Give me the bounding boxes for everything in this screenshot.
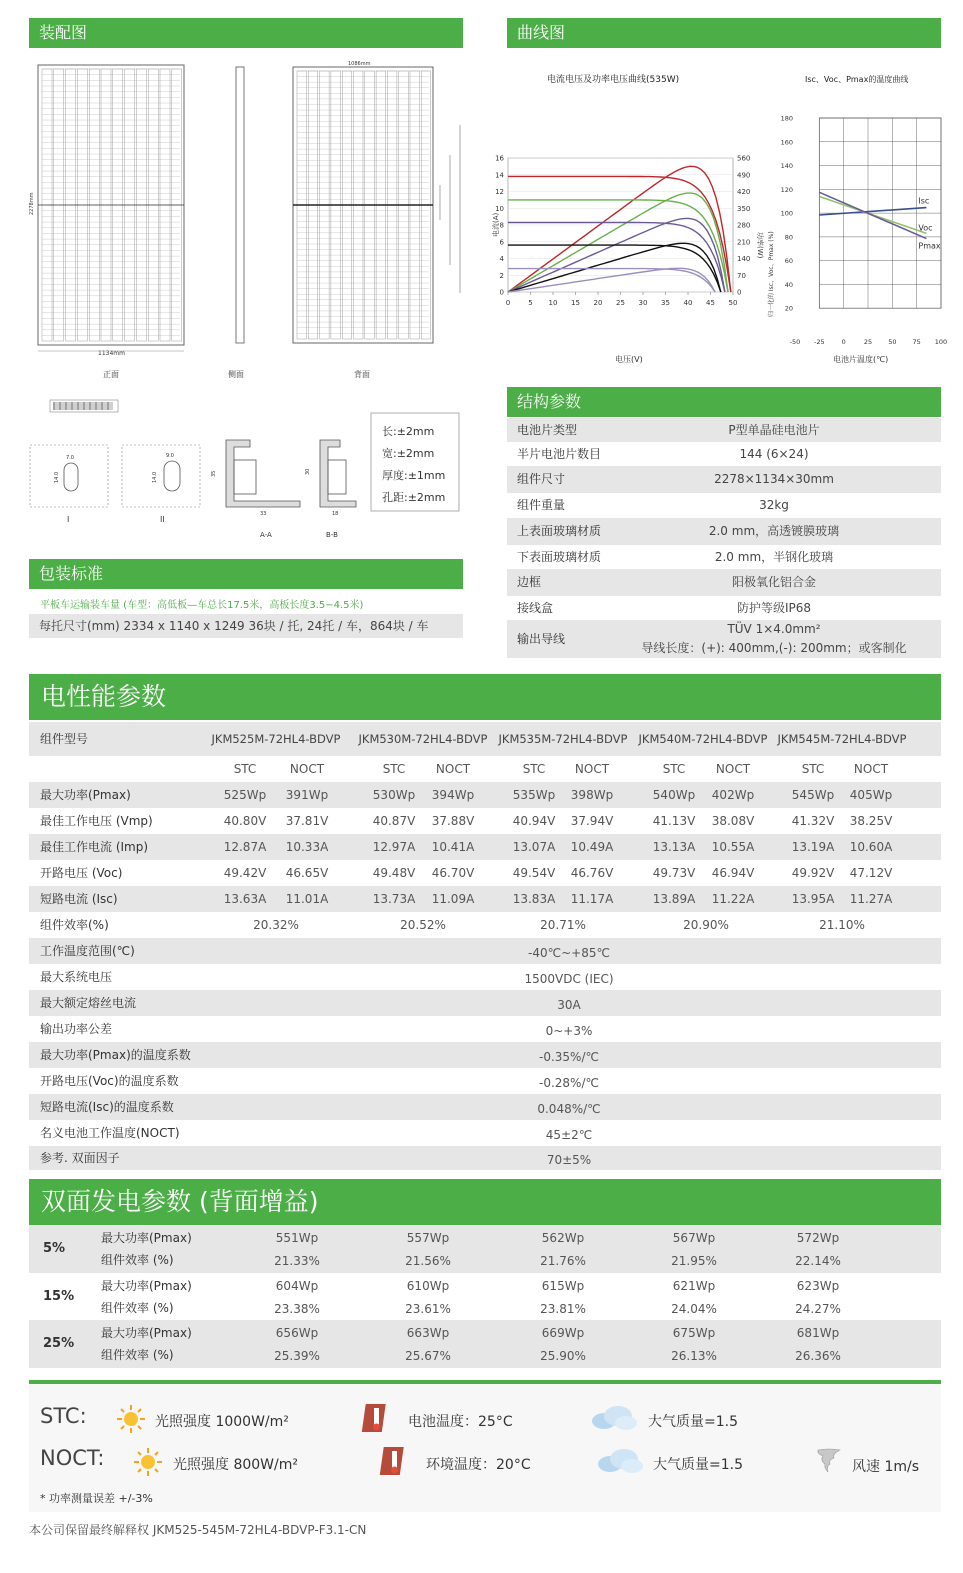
electrical-value: 13.19A xyxy=(791,840,835,854)
svg-text:14.0: 14.0 xyxy=(54,471,60,483)
svg-text:18: 18 xyxy=(332,511,339,517)
electrical-value: 49.73V xyxy=(652,866,696,880)
electrical-value: 49.42V xyxy=(223,866,267,880)
common-key: 最大功率(Pmax)的温度系数 xyxy=(40,1048,191,1062)
structure-key: 输出导线 xyxy=(517,632,566,646)
bifacial-pmax-value: 623Wp xyxy=(796,1278,840,1293)
iv-curve-5 xyxy=(508,269,715,292)
common-row xyxy=(29,1042,941,1068)
structure-key: 边框 xyxy=(517,575,542,589)
temp-ylabel: 归一化的 Isc、Voc、Pmax (%) xyxy=(768,231,775,317)
electrical-row xyxy=(29,886,941,912)
bifacial-pmax-value: 621Wp xyxy=(672,1278,716,1293)
temp-y-tick: 20 xyxy=(784,304,793,313)
electrical-key: 最佳工作电压 (Vmp) xyxy=(40,814,153,828)
condition-label: NOCT xyxy=(715,762,751,776)
electrical-value: 11.01A xyxy=(285,892,329,906)
condition-label: STC xyxy=(662,762,686,776)
structure-row xyxy=(507,518,941,545)
structure-value: 144 (6×24) xyxy=(739,447,809,461)
temp-series-label: Voc xyxy=(918,223,933,233)
condition-label: NOCT xyxy=(435,762,471,776)
electrical-value: 10.33A xyxy=(285,840,329,854)
structure-row xyxy=(507,493,941,518)
electrical-value: 49.92V xyxy=(791,866,835,880)
structure-row xyxy=(507,620,941,658)
electrical-value: 525Wp xyxy=(223,788,267,802)
sun-icon xyxy=(133,1447,163,1477)
noct-label: NOCT: xyxy=(40,1446,105,1470)
temp-x-tick: 100 xyxy=(934,338,948,346)
bifacial-header: 双面发电参数 (背面增益) xyxy=(29,1179,941,1225)
temp-x-tick: 50 xyxy=(888,338,897,346)
cloud-icon xyxy=(590,1404,638,1432)
electrical-value: 46.70V xyxy=(431,866,475,880)
gain-label: 5% xyxy=(43,1241,66,1256)
iv-y2-tick: 210 xyxy=(737,238,751,247)
electrical-value: 398Wp xyxy=(570,788,614,802)
bifacial-pmax-value: 681Wp xyxy=(796,1326,840,1340)
temp-x-tick: -50 xyxy=(789,338,801,346)
structure-row xyxy=(507,442,941,466)
stc-irradiance: 光照强度 1000W/m² xyxy=(155,1414,289,1430)
thermometer-icon xyxy=(362,1402,392,1434)
electrical-value: 545Wp xyxy=(791,788,835,802)
electrical-value: 49.48V xyxy=(372,866,416,880)
common-value: -0.28%/℃ xyxy=(539,1076,599,1090)
common-key: 最大系统电压 xyxy=(40,970,113,984)
temp-xlabel: 电池片温度(℃) xyxy=(833,355,889,364)
temp-series-label: Pmax xyxy=(918,241,941,251)
electrical-value: 47.12V xyxy=(849,866,893,880)
bifacial-eff-value: 26.36% xyxy=(795,1349,841,1363)
iv-x-tick: 30 xyxy=(638,299,648,307)
gain-label: 25% xyxy=(43,1336,75,1351)
structure-value: TÜV 1×4.0mm² xyxy=(727,622,821,636)
noct-irradiance: 光照强度 800W/m² xyxy=(173,1457,298,1473)
electrical-value: 40.94V xyxy=(512,814,556,828)
iv-x-tick: 35 xyxy=(661,299,670,307)
tolerance-thickness: 厚度:±1mm xyxy=(382,469,446,482)
structure-value: 2.0 mm，半钢化玻璃 xyxy=(714,550,834,564)
electrical-value: 11.09A xyxy=(431,892,475,906)
svg-text:B-B: B-B xyxy=(326,531,338,539)
bifacial-eff-value: 21.76% xyxy=(540,1254,586,1268)
structure-row xyxy=(507,466,941,493)
bifacial-pmax-label: 最大功率(Pmax) xyxy=(101,1278,192,1293)
condition-label: STC xyxy=(801,762,825,776)
efficiency-row xyxy=(29,912,941,938)
electrical-key: 最佳工作电流 (Imp) xyxy=(40,840,149,854)
temp-x-tick: -25 xyxy=(814,338,825,346)
condition-label: NOCT xyxy=(289,762,325,776)
model-name: JKM540M-72HL4-BDVP xyxy=(638,732,768,746)
efficiency-value: 21.10% xyxy=(819,918,865,932)
temp-x-tick: 25 xyxy=(863,338,873,346)
temp-y-tick: 160 xyxy=(780,138,793,147)
bifacial-eff-value: 23.38% xyxy=(274,1301,320,1316)
temp-y-tick: 80 xyxy=(784,233,793,242)
bifacial-eff-value: 25.67% xyxy=(405,1349,451,1363)
temp-y-tick: 60 xyxy=(784,257,793,266)
electrical-key: 最大功率(Pmax) xyxy=(40,788,131,802)
common-value: 30A xyxy=(557,998,581,1012)
iv-y-tick: 12 xyxy=(495,188,504,196)
iv-y-tick: 0 xyxy=(499,288,504,297)
electrical-value: 10.55A xyxy=(711,840,755,854)
measure-note: * 功率测量误差 +/-3% xyxy=(40,1492,153,1505)
temp-y-tick: 100 xyxy=(780,209,793,218)
common-value: 0.048%/℃ xyxy=(537,1102,601,1116)
bifacial-eff-value: 23.61% xyxy=(405,1301,451,1316)
structure-row xyxy=(507,596,941,620)
svg-text:7.0: 7.0 xyxy=(66,455,74,461)
electrical-value: 540Wp xyxy=(652,788,696,802)
svg-text:33: 33 xyxy=(260,511,267,517)
iv-y2-tick: 70 xyxy=(737,271,746,280)
iv-x-tick: 25 xyxy=(616,299,625,307)
structure-value: 2.0 mm，高透镀膜玻璃 xyxy=(708,524,840,538)
bifacial-group xyxy=(29,1320,941,1368)
iv-x-tick: 0 xyxy=(505,299,511,307)
electrical-value: 13.89A xyxy=(652,892,696,906)
back-view xyxy=(293,67,433,343)
electrical-value: 391Wp xyxy=(285,788,329,802)
cloud-icon xyxy=(596,1447,644,1475)
electrical-value: 13.95A xyxy=(791,892,835,906)
svg-text:I: I xyxy=(67,515,70,524)
iv-xlabel: 电压(V) xyxy=(615,355,643,364)
electrical-value: 38.08V xyxy=(711,814,755,828)
electrical-value: 13.73A xyxy=(372,892,416,906)
model-name: JKM535M-72HL4-BDVP xyxy=(498,732,628,746)
temp-y-tick: 140 xyxy=(780,162,793,171)
electrical-value: 394Wp xyxy=(431,788,475,802)
noct-wind: 风速 1m/s xyxy=(852,1459,920,1475)
common-row xyxy=(29,1068,941,1094)
bifacial-eff-value: 24.04% xyxy=(671,1301,717,1316)
iv-y2-tick: 140 xyxy=(737,255,751,263)
structure-value: 防护等级IP68 xyxy=(736,601,812,615)
common-row xyxy=(29,1146,941,1170)
svg-text:30: 30 xyxy=(305,468,311,475)
common-value: 0~+3% xyxy=(545,1024,593,1038)
electrical-row xyxy=(29,834,941,860)
bifacial-eff-value: 22.14% xyxy=(795,1254,841,1268)
model-name: JKM530M-72HL4-BDVP xyxy=(358,732,488,746)
iv-y2-tick: 0 xyxy=(737,288,742,297)
common-key: 工作温度范围(℃) xyxy=(40,944,135,958)
bifacial-group xyxy=(29,1225,941,1273)
common-key: 参考. 双面因子 xyxy=(40,1151,120,1165)
electrical-value: 10.49A xyxy=(570,840,614,854)
conditions-bg xyxy=(29,1384,941,1512)
thermometer-icon xyxy=(380,1445,410,1477)
electrical-value: 10.41A xyxy=(431,840,475,854)
efficiency-value: 20.32% xyxy=(253,918,299,932)
temp-y-tick: 180 xyxy=(780,114,793,123)
bifacial-eff-value: 24.27% xyxy=(795,1301,841,1316)
iv-ylabel: 电流(A) xyxy=(492,212,500,237)
noct-air-mass: 大气质量=1.5 xyxy=(653,1457,743,1473)
svg-text:A-A: A-A xyxy=(260,531,272,539)
electrical-value: 40.80V xyxy=(223,814,267,828)
structure-key: 组件重量 xyxy=(517,498,566,512)
condition-label: STC xyxy=(233,762,257,776)
common-value: 70±5% xyxy=(546,1153,592,1167)
structure-key: 半片电池片数目 xyxy=(517,447,602,461)
structure-key: 电池片类型 xyxy=(517,423,578,437)
condition-row xyxy=(29,756,941,782)
common-row xyxy=(29,1094,941,1120)
structure-value: P型单晶硅电池片 xyxy=(728,423,820,437)
svg-text:正面: 正面 xyxy=(103,370,119,379)
bifacial-pmax-value: 675Wp xyxy=(672,1326,716,1340)
bifacial-pmax-value: 656Wp xyxy=(275,1326,319,1340)
bifacial-pmax-value: 562Wp xyxy=(541,1231,585,1245)
electrical-table xyxy=(29,722,941,1172)
svg-text:35: 35 xyxy=(211,470,217,477)
common-key: 短路电流(Isc)的温度系数 xyxy=(40,1100,174,1114)
electrical-value: 530Wp xyxy=(372,788,416,802)
electrical-key: 开路电压 (Voc) xyxy=(40,866,123,880)
svg-text:2278mm: 2278mm xyxy=(29,192,35,215)
efficiency-value: 20.71% xyxy=(540,918,586,932)
iv-y2-tick: 420 xyxy=(737,188,751,196)
iv-x-tick: 40 xyxy=(683,299,693,307)
bifacial-eff-value: 21.95% xyxy=(671,1254,717,1268)
electrical-value: 37.88V xyxy=(431,814,475,828)
svg-text:背面: 背面 xyxy=(354,370,370,379)
electrical-value: 38.25V xyxy=(849,814,893,828)
bifacial-pmax-value: 567Wp xyxy=(672,1231,716,1245)
iv-y-tick: 2 xyxy=(499,271,504,280)
common-value: -0.35%/℃ xyxy=(539,1050,599,1064)
condition-label: STC xyxy=(522,762,546,776)
temp-chart xyxy=(763,62,953,372)
iv-y-tick: 16 xyxy=(495,154,504,163)
gain-label: 15% xyxy=(43,1288,75,1304)
electrical-value: 37.81V xyxy=(285,814,329,828)
iv-y2-tick: 280 xyxy=(737,221,751,230)
iv-y2label: 功率(W) xyxy=(756,232,764,259)
common-value: 45±2℃ xyxy=(545,1128,593,1142)
structure-row xyxy=(507,418,941,442)
packaging-note: 平板车运输装车量 (车型：高低板—车总长17.5米，高板长度3.5−4.5米) xyxy=(40,600,364,611)
temp-x-tick: 75 xyxy=(912,338,921,346)
electrical-value: 11.27A xyxy=(849,892,893,906)
model-name: JKM545M-72HL4-BDVP xyxy=(777,732,907,746)
electrical-value: 46.76V xyxy=(570,866,614,880)
wind-icon xyxy=(814,1446,844,1478)
condition-label: NOCT xyxy=(574,762,610,776)
bifacial-eff-label: 组件效率 (%) xyxy=(101,1253,174,1267)
bifacial-pmax-label: 最大功率(Pmax) xyxy=(101,1326,192,1340)
common-value: -40℃~+85℃ xyxy=(528,946,610,960)
stc-air-mass: 大气质量=1.5 xyxy=(648,1414,738,1430)
electrical-key: 短路电流 (Isc) xyxy=(40,892,118,906)
electrical-value: 13.13A xyxy=(652,840,696,854)
electrical-row xyxy=(29,782,941,808)
structure-row xyxy=(507,545,941,569)
electrical-value: 40.87V xyxy=(372,814,416,828)
tolerance-hole: 孔距:±2mm xyxy=(382,491,446,504)
iv-y-tick: 6 xyxy=(499,238,504,247)
iv-x-tick: 5 xyxy=(528,299,533,307)
structure-value: 32kg xyxy=(759,498,789,512)
curves-header: 曲线图 xyxy=(507,18,941,48)
assembly-drawing xyxy=(28,55,468,539)
common-value: 1500VDC (IEC) xyxy=(524,972,614,986)
common-row xyxy=(29,1016,941,1042)
electrical-value: 535Wp xyxy=(512,788,556,802)
electrical-row xyxy=(29,860,941,886)
electrical-value: 402Wp xyxy=(711,788,755,802)
bifacial-eff-value: 23.81% xyxy=(540,1301,586,1316)
electrical-value: 11.17A xyxy=(570,892,614,906)
iv-x-tick: 20 xyxy=(593,299,603,307)
svg-text:II: II xyxy=(160,515,165,524)
iv-x-tick: 50 xyxy=(728,299,738,307)
bifacial-pmax-value: 669Wp xyxy=(541,1326,585,1340)
stc-label: STC: xyxy=(40,1404,87,1428)
tolerance-length: 长:±2mm xyxy=(382,425,435,438)
iv-x-tick: 10 xyxy=(548,299,558,307)
electrical-header: 电性能参数 xyxy=(29,674,941,720)
efficiency-value: 20.90% xyxy=(683,918,729,932)
bifacial-pmax-value: 615Wp xyxy=(541,1278,585,1293)
electrical-value: 46.94V xyxy=(711,866,755,880)
common-key: 名义电池工作温度(NOCT) xyxy=(40,1126,180,1140)
structure-value-2: 导线长度：(+): 400mm,(-): 200mm；或客制化 xyxy=(641,641,907,655)
common-row xyxy=(29,1120,941,1146)
bifacial-eff-value: 26.13% xyxy=(671,1349,717,1363)
model-name: JKM525M-72HL4-BDVP xyxy=(211,732,341,746)
iv-chart-title: 电流电压及功率电压曲线(535W) xyxy=(547,75,680,85)
electrical-value: 46.65V xyxy=(285,866,329,880)
structure-table xyxy=(507,418,941,658)
electrical-value: 49.54V xyxy=(512,866,556,880)
structure-header: 结构参数 xyxy=(507,387,941,417)
bifacial-pmax-value: 557Wp xyxy=(406,1231,450,1245)
temp-y-tick: 40 xyxy=(784,280,793,289)
iv-y-tick: 8 xyxy=(499,221,504,230)
temp-chart-title: Isc、Voc、Pmax的温度曲线 xyxy=(805,75,909,84)
footer: 本公司保留最终解释权 JKM525-545M-72HL4-BDVP-F3.1-CN xyxy=(29,1523,367,1537)
bifacial-pmax-label: 最大功率(Pmax) xyxy=(101,1231,192,1245)
temp-line-isc xyxy=(819,208,926,215)
common-row xyxy=(29,964,941,990)
iv-y-tick: 10 xyxy=(495,204,504,213)
structure-value: 2278×1134×30mm xyxy=(714,472,834,486)
svg-text:14.0: 14.0 xyxy=(152,471,158,483)
svg-text:1134mm: 1134mm xyxy=(98,350,125,357)
electrical-value: 13.63A xyxy=(223,892,267,906)
common-key: 开路电压(Voc)的温度系数 xyxy=(40,1074,179,1088)
electrical-value: 13.07A xyxy=(512,840,556,854)
noct-ambient-temp: 环境温度：20°C xyxy=(426,1457,531,1473)
iv-y2-tick: 350 xyxy=(737,204,751,213)
sun-icon xyxy=(116,1404,146,1434)
iv-y-tick: 14 xyxy=(495,171,504,180)
structure-key: 接线盒 xyxy=(517,601,554,615)
common-row xyxy=(29,938,941,964)
model-label: 组件型号 xyxy=(40,732,89,746)
iv-y2-tick: 560 xyxy=(737,154,751,163)
electrical-value: 11.22A xyxy=(711,892,755,906)
bifacial-eff-label: 组件效率 (%) xyxy=(101,1348,174,1362)
power-curve-5 xyxy=(508,268,715,292)
bifacial-pmax-value: 572Wp xyxy=(796,1231,840,1245)
iv-y2-tick: 490 xyxy=(737,171,751,180)
tolerance-width: 宽:±2mm xyxy=(382,447,435,460)
bifacial-pmax-value: 663Wp xyxy=(406,1326,450,1340)
temp-x-tick: 0 xyxy=(841,338,846,346)
efficiency-key: 组件效率(%) xyxy=(40,918,109,932)
electrical-value: 12.87A xyxy=(223,840,267,854)
bifacial-eff-value: 21.33% xyxy=(274,1254,320,1268)
packaging-line: 每托尺寸(mm) 2334 x 1140 x 1249 36块 / 托, 24托 / 车，864块 / 车 xyxy=(29,614,463,638)
electrical-value: 41.32V xyxy=(791,814,835,828)
iv-x-tick: 45 xyxy=(706,299,715,307)
assembly-header: 装配图 xyxy=(29,18,463,48)
temp-series-label: Isc xyxy=(918,196,930,206)
bifacial-eff-value: 21.56% xyxy=(405,1254,451,1268)
electrical-value: 37.94V xyxy=(570,814,614,828)
electrical-value: 41.13V xyxy=(652,814,696,828)
stc-cell-temp: 电池温度：25°C xyxy=(408,1414,513,1430)
structure-key: 下表面玻璃材质 xyxy=(517,550,602,564)
structure-row xyxy=(507,569,941,596)
structure-key: 组件尺寸 xyxy=(517,472,566,486)
electrical-value: 12.97A xyxy=(372,840,416,854)
electrical-value: 405Wp xyxy=(849,788,893,802)
electrical-value: 13.83A xyxy=(512,892,556,906)
structure-value: 阳极氧化铝合金 xyxy=(731,575,816,589)
efficiency-value: 20.52% xyxy=(400,918,446,932)
bifacial-pmax-value: 610Wp xyxy=(406,1278,450,1293)
electrical-value: 10.60A xyxy=(849,840,893,854)
bifacial-eff-value: 25.39% xyxy=(274,1349,320,1363)
condition-label: STC xyxy=(382,762,406,776)
packaging-header: 包装标准 xyxy=(29,559,463,589)
svg-text:9.0: 9.0 xyxy=(166,453,174,459)
front-view xyxy=(38,65,184,345)
temp-y-tick: 120 xyxy=(780,185,793,194)
bifacial-pmax-value: 551Wp xyxy=(275,1231,319,1245)
iv-chart xyxy=(488,62,763,372)
svg-text:侧面: 侧面 xyxy=(228,370,244,379)
bifacial-eff-value: 25.90% xyxy=(540,1349,586,1363)
common-row xyxy=(29,990,941,1016)
bifacial-group xyxy=(29,1273,941,1321)
svg-text:1086mm: 1086mm xyxy=(348,61,371,67)
bifacial-pmax-value: 604Wp xyxy=(275,1278,319,1293)
bifacial-eff-label: 组件效率 (%) xyxy=(101,1300,174,1315)
structure-key: 上表面玻璃材质 xyxy=(517,524,602,538)
iv-y-tick: 4 xyxy=(499,255,504,263)
model-row xyxy=(29,722,941,756)
iv-x-tick: 15 xyxy=(571,299,580,307)
common-key: 输出功率公差 xyxy=(40,1022,113,1036)
bifacial-table xyxy=(29,1225,941,1370)
temp-line-pmax xyxy=(819,192,926,238)
condition-label: NOCT xyxy=(853,762,889,776)
common-key: 最大额定熔丝电流 xyxy=(40,996,137,1010)
electrical-row xyxy=(29,808,941,834)
